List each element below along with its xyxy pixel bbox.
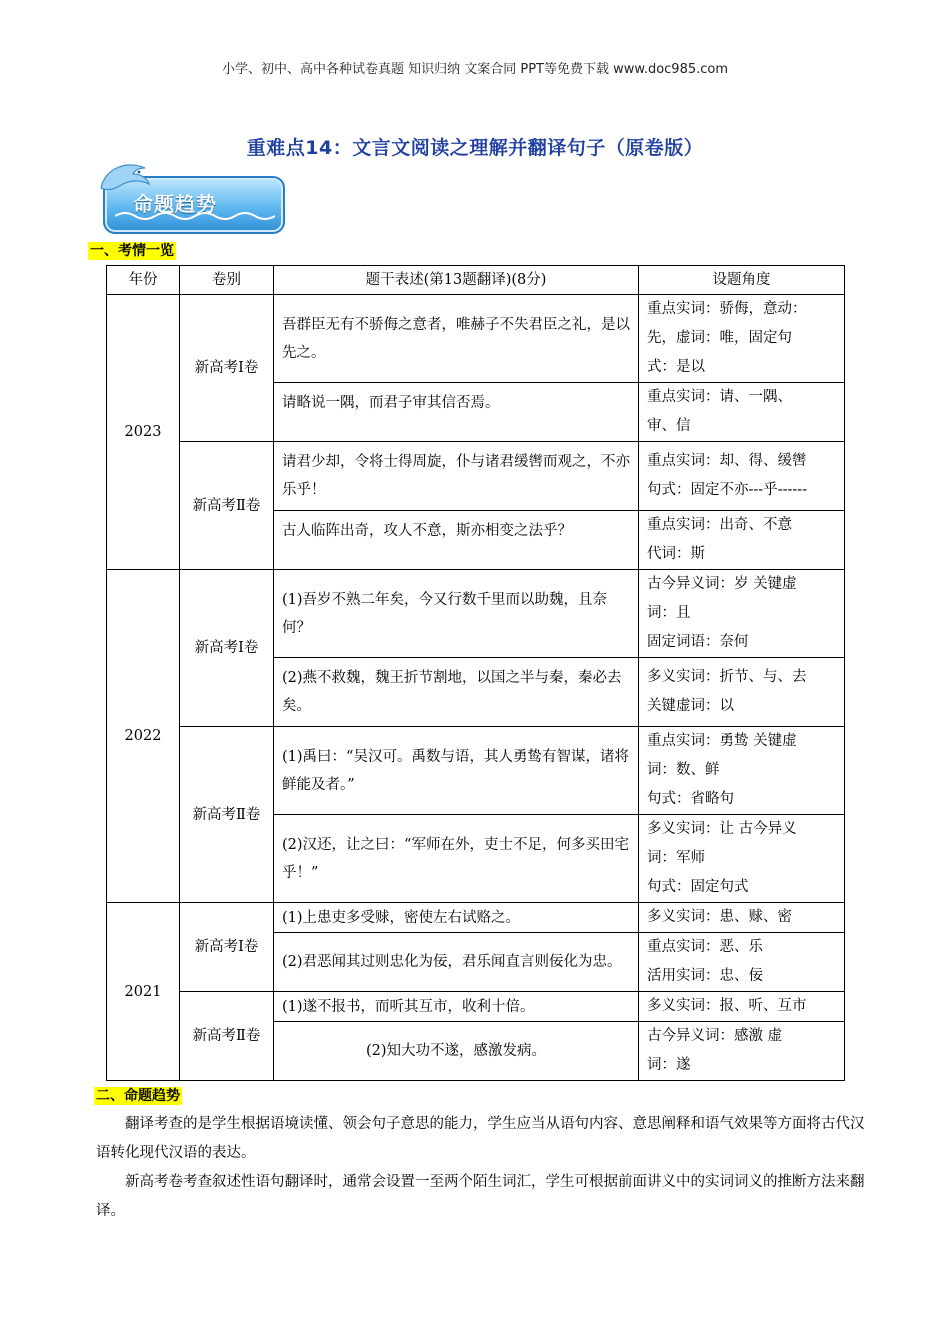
- angle-cell: [639, 383, 845, 442]
- paper-cell: 新高考Ⅰ卷: [180, 295, 274, 442]
- angle-line: 词：遂: [647, 1057, 691, 1073]
- question-cell: (2)知大功不遂，感激发病。: [274, 1022, 639, 1081]
- section-heading-trend: 二、命题趋势: [96, 1088, 180, 1104]
- angle-line: 词：数、鲜: [647, 762, 720, 778]
- angle-line: 重点实词：出奇、不意: [647, 517, 792, 533]
- angle-cell: [639, 658, 845, 727]
- angle-cell: [639, 570, 845, 658]
- table-row: [107, 295, 845, 383]
- paper-cell: 新高考Ⅱ卷: [180, 992, 274, 1081]
- header-year: 年份: [107, 266, 180, 295]
- table-row: [107, 727, 845, 815]
- exam-overview-table: [106, 265, 845, 1081]
- question-cell: (1)禹曰：“吴汉可。禹数与语，其人勇鸷有智谋，诸将鲜能及者。”: [274, 727, 639, 815]
- angle-line: 句式：固定不亦---乎------: [647, 482, 808, 498]
- angle-line: 词：且: [647, 605, 691, 621]
- header-paper: 卷别: [180, 266, 274, 295]
- angle-line: 词：军师: [647, 850, 705, 866]
- year-cell: 2021: [107, 903, 180, 1081]
- angle-line: 多义实词：报、听、互市: [647, 998, 807, 1014]
- angle-line: 审、信: [647, 418, 691, 434]
- paper-cell: 新高考Ⅰ卷: [180, 903, 274, 992]
- section-heading-overview: 一、考情一览: [90, 243, 174, 259]
- question-cell: 古人临阵出奇，攻人不意，斯亦相变之法乎？: [274, 511, 639, 570]
- paper-cell: 新高考Ⅱ卷: [180, 727, 274, 903]
- trend-paragraph: 新高考卷考查叙述性语句翻译时，通常会设置一至两个陌生词汇，学生可根据前面讲义中的实词词义的推断方法来翻译。: [96, 1174, 865, 1219]
- angle-cell: [639, 511, 845, 570]
- table-header-row: [107, 266, 845, 295]
- table-row: [107, 570, 845, 658]
- angle-line: 古今异义词：感激 虚: [647, 1028, 783, 1044]
- question-cell: (1)吾岁不熟二年矣，今又行数千里而以助魏，且奈何？: [274, 570, 639, 658]
- question-cell: 吾群臣无有不骄侮之意者，唯赫子不失君臣之礼，是以先之。: [274, 295, 639, 383]
- angle-line: 多义实词：患、赇、密: [647, 909, 792, 925]
- angle-line: 多义实词：让 古今异义: [647, 821, 797, 837]
- question-cell: (2)君恶闻其过则忠化为佞，君乐闻直言则佞化为忠。: [274, 933, 639, 992]
- angle-line: 先，虚词：唯，固定句: [647, 330, 792, 346]
- angle-line: 式：是以: [647, 359, 705, 375]
- angle-line: 重点实词：骄侮，意动：: [647, 301, 807, 317]
- table-row: [107, 903, 845, 933]
- angle-cell: [639, 1022, 845, 1081]
- angle-line: 重点实词：恶、乐: [647, 939, 763, 955]
- badge-label: 命题趋势: [133, 192, 217, 216]
- angle-line: 重点实词：请、一隅、: [647, 389, 792, 405]
- paper-cell: 新高考Ⅰ卷: [180, 570, 274, 727]
- angle-line: 多义实词：折节、与、去: [647, 669, 807, 685]
- year-cell: 2022: [107, 570, 180, 903]
- angle-cell: [639, 442, 845, 511]
- angle-cell: [639, 992, 845, 1022]
- site-banner: 小学、初中、高中各种试卷真题 知识归纳 文案合同 PPT等免费下载 www.doc985.com: [221, 62, 729, 77]
- angle-cell: [639, 903, 845, 933]
- header-question: 题干表述(第13题翻译)(8分): [274, 266, 639, 295]
- angle-line: 关键虚词：以: [647, 698, 734, 714]
- angle-line: 活用实词：忠、佞: [647, 968, 763, 984]
- trend-paragraph: 翻译考查的是学生根据语境读懂、领会句子意思的能力，学生应当从语句内容、意思阐释和语气效果等方面将古代汉语转化现代汉语的表达。: [96, 1116, 865, 1161]
- question-cell: (1)遂不报书，而听其互市，收利十倍。: [274, 992, 639, 1022]
- angle-line: 重点实词：却、得、缓辔: [647, 453, 807, 469]
- angle-cell: [639, 815, 845, 903]
- question-cell: (1)上患吏多受赇，密使左右试赂之。: [274, 903, 639, 933]
- angle-line: 固定词语：奈何: [647, 634, 749, 650]
- table-row: [107, 442, 845, 511]
- wave-decoration: [115, 210, 275, 222]
- angle-cell: [639, 295, 845, 383]
- angle-cell: [639, 727, 845, 815]
- section-badge: [95, 158, 285, 238]
- table-row: [107, 992, 845, 1022]
- angle-line: 古今异义词：岁 关键虚: [647, 576, 797, 592]
- header-angle: 设题角度: [639, 266, 845, 295]
- angle-line: 重点实词：勇鸷 关键虚: [647, 733, 797, 749]
- question-cell: (2)燕不救魏，魏王折节割地，以国之半与秦，秦必去矣。: [274, 658, 639, 727]
- question-cell: 请君少却，令将士得周旋，仆与诸君缓辔而观之，不亦乐乎！: [274, 442, 639, 511]
- question-cell: 请略说一隅，而君子审其信否焉。: [274, 383, 639, 442]
- document-title: 重难点14：文言文阅读之理解并翻译句子（原卷版）: [246, 137, 704, 159]
- angle-line: 句式：固定句式: [647, 879, 749, 895]
- question-cell: (2)汉还，让之曰：“军师在外，吏士不足，何多买田宅乎！”: [274, 815, 639, 903]
- angle-line: 代词：斯: [647, 546, 705, 562]
- angle-cell: [639, 933, 845, 992]
- paper-cell: 新高考Ⅱ卷: [180, 442, 274, 570]
- angle-line: 句式：省略句: [647, 791, 734, 807]
- year-cell: 2023: [107, 295, 180, 570]
